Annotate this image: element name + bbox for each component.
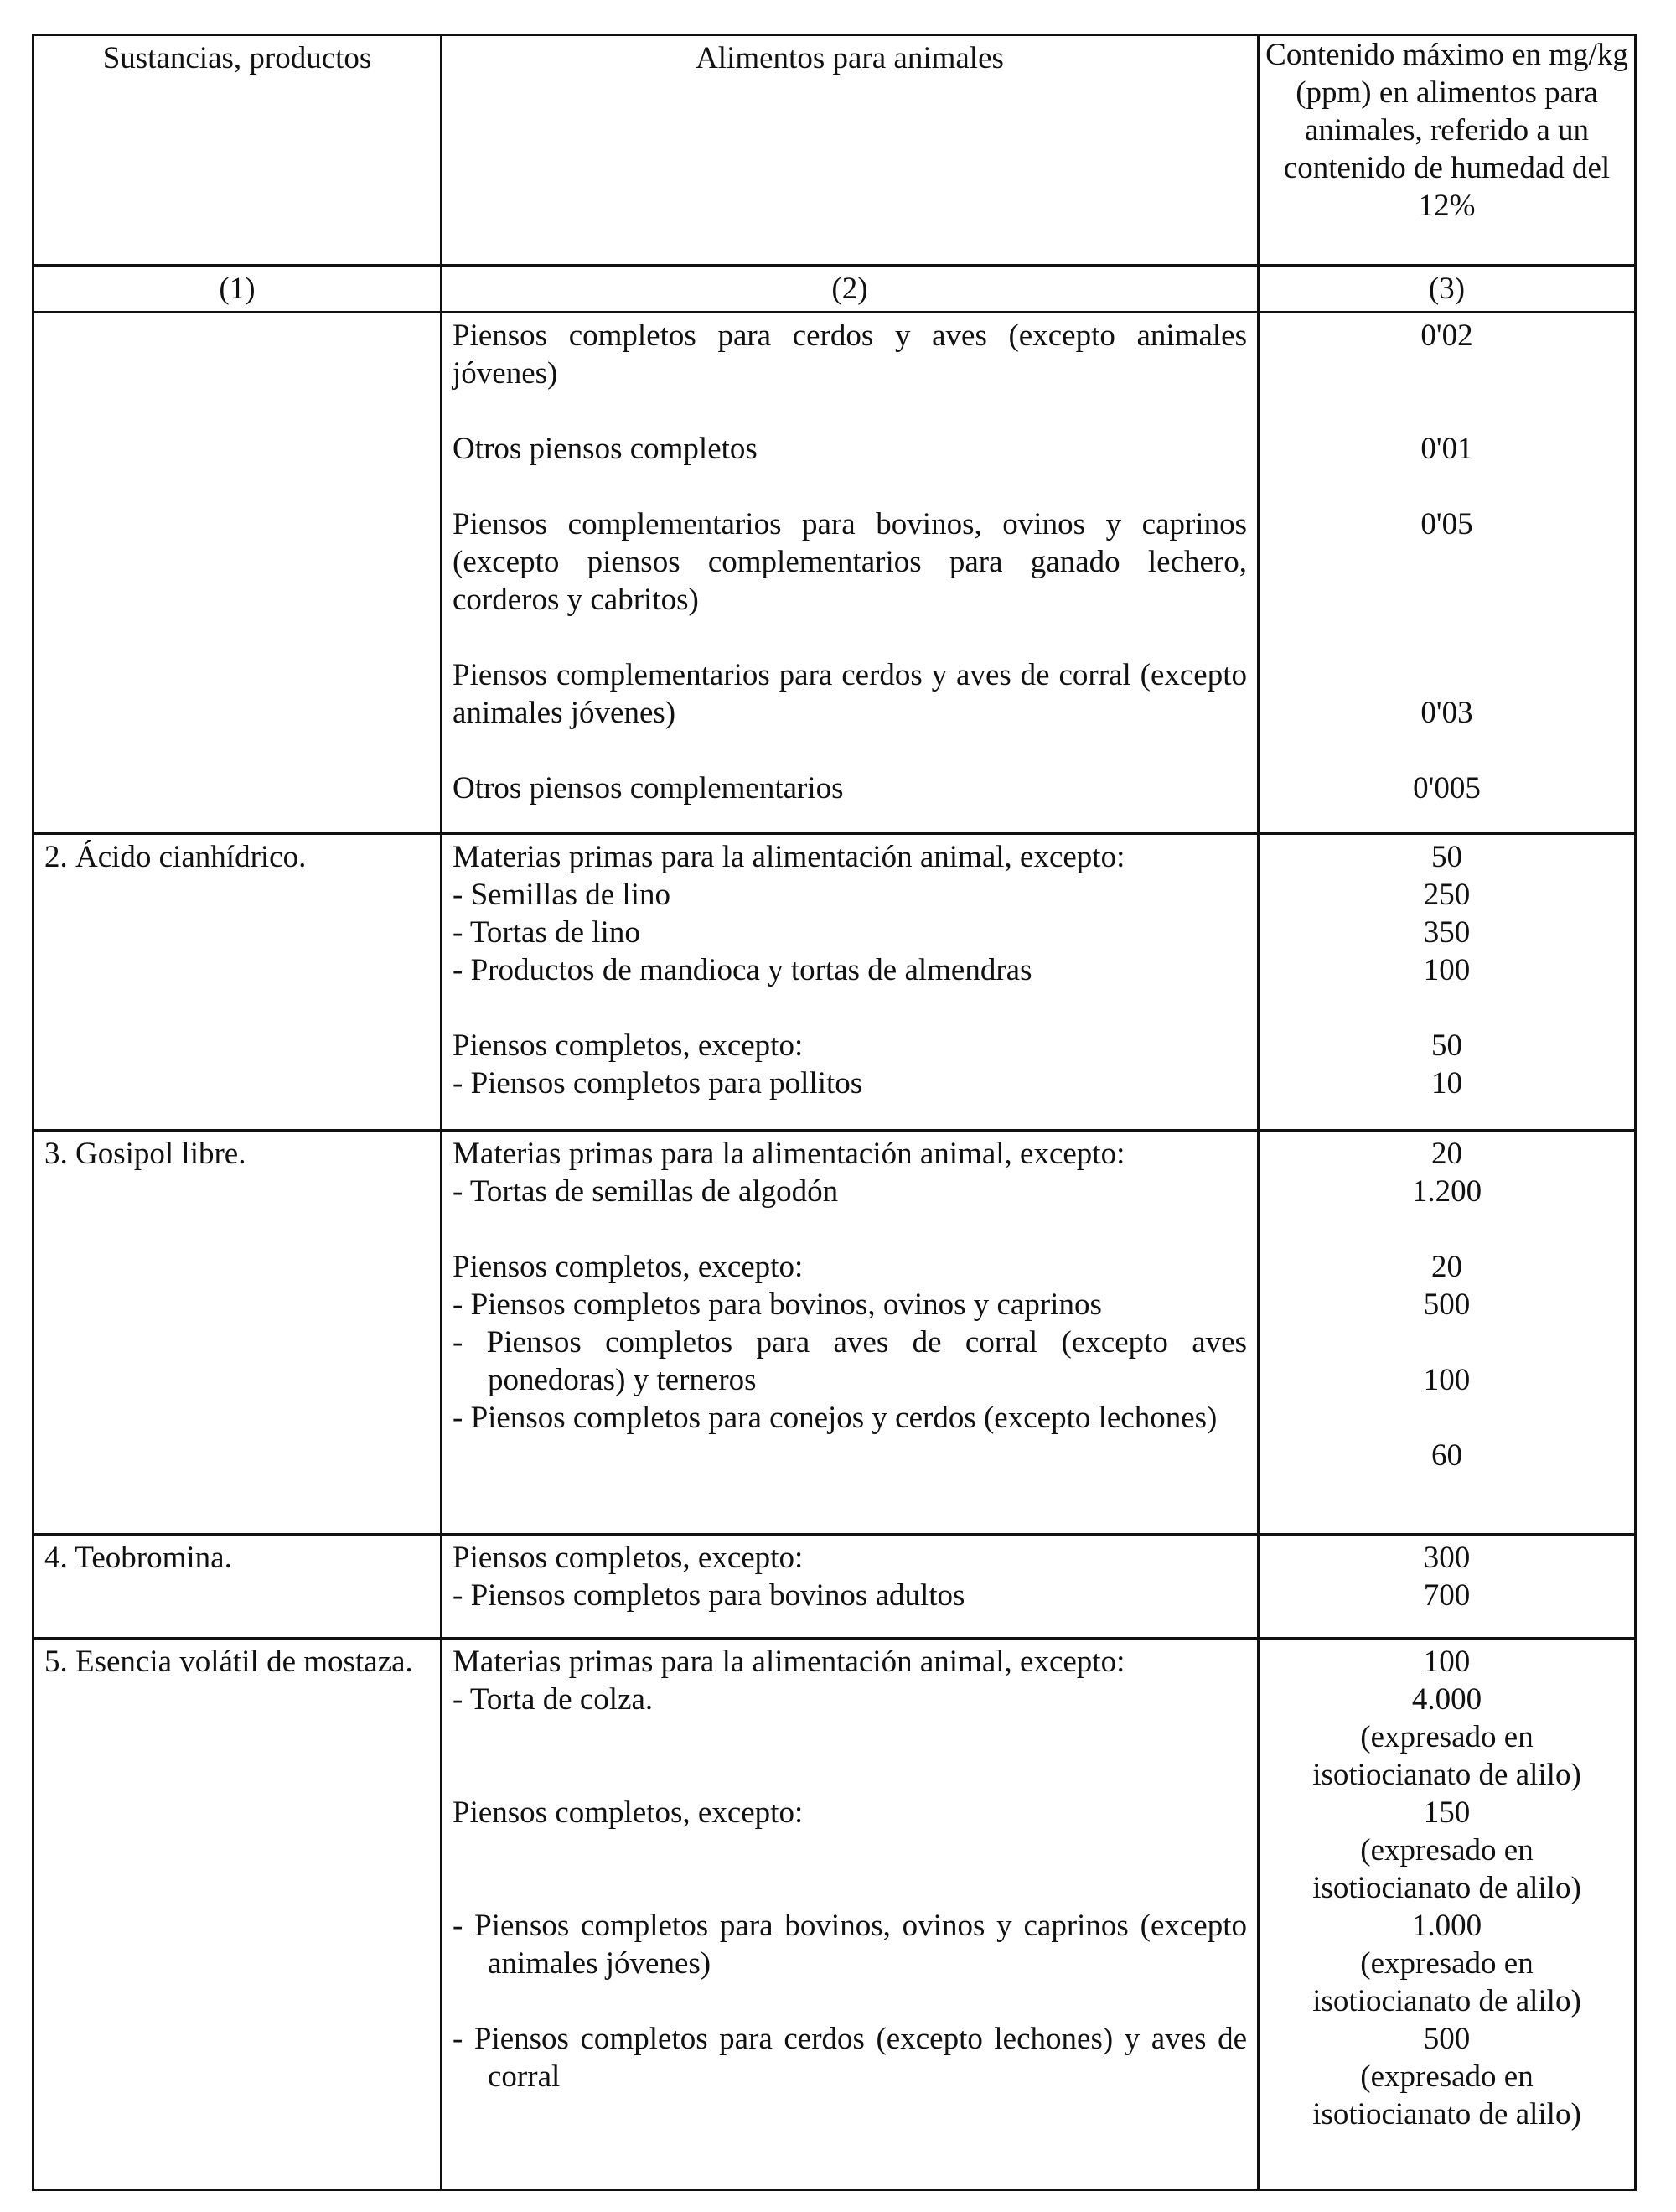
value-line: 500 xyxy=(1423,2022,1471,2056)
value-line: 4.000 xyxy=(1411,1682,1482,1717)
feed-line: - Piensos completos para aves de corral (excepto aves ponedoras) y terneros xyxy=(453,1325,1247,1397)
feed-line: Piensos completos para cerdos y aves (excepto animales jóvenes) xyxy=(453,319,1247,391)
value-note: isotiocianato de alilo) xyxy=(1312,1871,1581,1905)
value-line: 0'05 xyxy=(1420,507,1473,541)
value-line: 700 xyxy=(1423,1578,1471,1613)
column-number-3: (3) xyxy=(1259,266,1636,313)
feeds-cell xyxy=(442,1639,1259,2190)
feed-line: - Piensos completos para bovinos, ovinos y caprinos xyxy=(453,1287,1102,1322)
feed-line: - Torta de colza. xyxy=(453,1682,654,1717)
column-number-1: (1) xyxy=(34,266,442,313)
value-line: 100 xyxy=(1423,1363,1471,1397)
value-note: (expresado en xyxy=(1360,1720,1534,1754)
column-number-2: (2) xyxy=(442,266,1259,313)
header-substances: Sustancias, productos xyxy=(34,35,442,266)
feed-line: Otros piensos completos xyxy=(453,432,758,466)
value-line: 300 xyxy=(1423,1541,1471,1575)
value-note: (expresado en xyxy=(1360,1946,1534,1981)
value-line: 100 xyxy=(1423,953,1471,987)
feed-line: - Tortas de semillas de algodón xyxy=(453,1174,839,1209)
feed-line: Materias primas para la alimentación animal, excepto: xyxy=(453,1137,1125,1171)
column-number-row xyxy=(34,266,1636,313)
value-line: 0'02 xyxy=(1420,319,1473,353)
header-feeds: Alimentos para animales xyxy=(442,35,1259,266)
value-line: 20 xyxy=(1431,1137,1462,1171)
substance-cell: 3. Gosipol libre. xyxy=(34,1131,442,1535)
value-line: 250 xyxy=(1423,878,1471,912)
feed-line: Piensos complementarios para cerdos y aves de corral (excepto animales jóvenes) xyxy=(453,658,1247,730)
substance-cell: 4. Teobromina. xyxy=(34,1535,442,1639)
feed-line: - Piensos completos para pollitos xyxy=(453,1066,863,1101)
feed-line: - Piensos completos para bovinos adultos xyxy=(453,1578,965,1613)
substance-cell: 5. Esencia volátil de mostaza. xyxy=(34,1639,442,2190)
values-cell xyxy=(1259,1131,1636,1535)
feeds-cell xyxy=(442,834,1259,1131)
header-row xyxy=(34,35,1636,266)
feeds-cell xyxy=(442,313,1259,834)
feed-line: - Piensos completos para conejos y cerdos (excepto lechones) xyxy=(453,1401,1218,1435)
value-note: isotiocianato de alilo) xyxy=(1312,2097,1581,2132)
table-row xyxy=(34,834,1636,1131)
value-line: 20 xyxy=(1431,1250,1462,1284)
feed-line: Piensos completos, excepto: xyxy=(453,1795,804,1830)
value-line: 350 xyxy=(1423,915,1471,950)
substance-cell xyxy=(34,313,442,834)
feed-line: - Productos de mandioca y tortas de almendras xyxy=(453,953,1032,987)
table-row xyxy=(34,313,1636,834)
value-note: isotiocianato de alilo) xyxy=(1312,1758,1581,1792)
values-cell xyxy=(1259,1535,1636,1639)
value-line: 100 xyxy=(1423,1645,1471,1679)
values-cell xyxy=(1259,1639,1636,2190)
feed-line: Piensos complementarios para bovinos, ovinos y caprinos (excepto piensos complementarios para ganado lechero, corderos y cabritos) xyxy=(453,507,1247,617)
feed-line: - Piensos completos para bovinos, ovinos y caprinos (excepto animales jóvenes) xyxy=(453,1909,1247,1981)
value-line: 60 xyxy=(1431,1438,1462,1473)
values-cell xyxy=(1259,313,1636,834)
value-line: 150 xyxy=(1423,1795,1471,1830)
feed-line: Otros piensos complementarios xyxy=(453,771,844,806)
substance-cell: 2. Ácido cianhídrico. xyxy=(34,834,442,1131)
value-line: 0'03 xyxy=(1420,696,1473,730)
value-line: 1.000 xyxy=(1411,1909,1482,1943)
feed-line: Materias primas para la alimentación animal, excepto: xyxy=(453,840,1125,874)
value-note: (expresado en xyxy=(1360,1833,1534,1868)
feed-line: Piensos completos, excepto: xyxy=(453,1541,804,1575)
table-row xyxy=(34,1639,1636,2190)
feeds-cell xyxy=(442,1131,1259,1535)
feed-line: - Semillas de lino xyxy=(453,878,670,912)
values-cell xyxy=(1259,834,1636,1131)
value-line: 0'01 xyxy=(1420,432,1473,466)
regulation-table xyxy=(32,34,1637,2191)
feed-line: Piensos completos, excepto: xyxy=(453,1250,804,1284)
feed-line: Materias primas para la alimentación animal, excepto: xyxy=(453,1645,1125,1679)
value-line: 0'005 xyxy=(1413,771,1481,806)
value-line: 1.200 xyxy=(1411,1174,1482,1209)
feed-line: Piensos completos, excepto: xyxy=(453,1028,804,1063)
header-max-content: Contenido máximo en mg/kg (ppm) en alimentos para animales, referido a un contenido de humedad del 12% xyxy=(1259,35,1636,266)
table-row xyxy=(34,1131,1636,1535)
value-line: 50 xyxy=(1431,840,1462,874)
feeds-cell xyxy=(442,1535,1259,1639)
value-line: 50 xyxy=(1431,1028,1462,1063)
table-row xyxy=(34,1535,1636,1639)
value-line: 10 xyxy=(1431,1066,1462,1101)
value-note: isotiocianato de alilo) xyxy=(1312,1984,1581,2018)
feed-line: - Piensos completos para cerdos (excepto lechones) y aves de corral xyxy=(453,2022,1247,2094)
feed-line: - Tortas de lino xyxy=(453,915,640,950)
value-line: 500 xyxy=(1423,1287,1471,1322)
value-note: (expresado en xyxy=(1360,2059,1534,2094)
